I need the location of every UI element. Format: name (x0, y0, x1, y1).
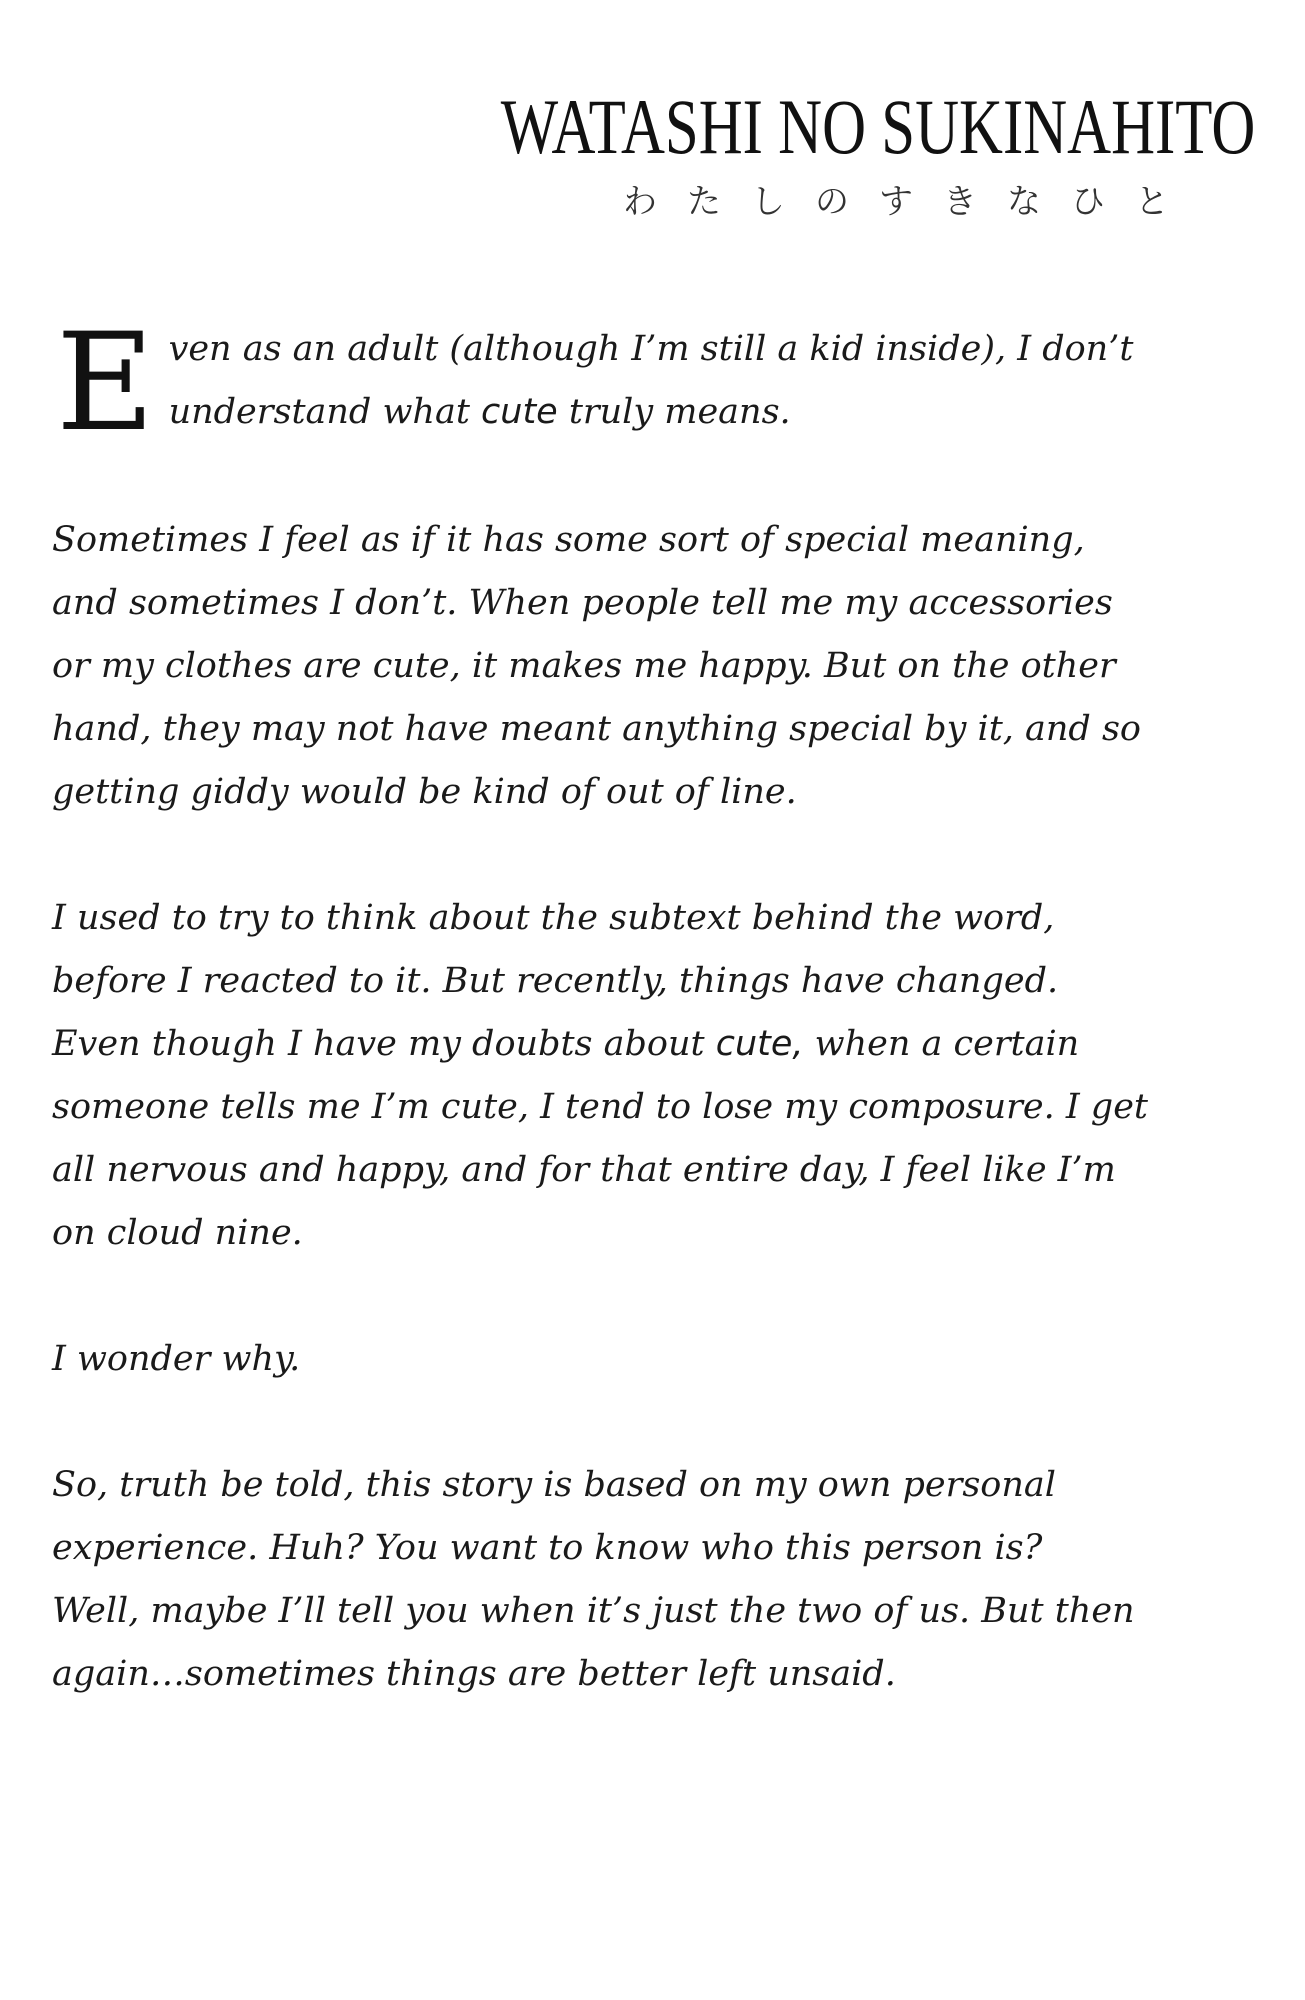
paragraph-1-line-2 (52, 381, 1262, 444)
paragraph-2-line: or my clothes are cute, it makes me happy. But on the other (52, 646, 1116, 686)
paragraph-1-line-1: ven as an adult (although I’m still a kid inside), I don’t (168, 329, 1134, 369)
paragraph-3-line-6: on cloud nine. (52, 1213, 303, 1253)
drop-cap: E (56, 304, 155, 461)
paragraph-3-line-3-pre: Even though I have my doubts about (52, 1024, 716, 1064)
paragraph-4-line: I wonder why. (52, 1339, 301, 1379)
paragraph-5-line: Well, maybe I’ll tell you when it’s just the two of us. But then (52, 1591, 1135, 1631)
paragraph-3-line-2: before I reacted to it. But recently, things have changed. (52, 961, 1059, 1001)
paragraph-1-line-2-pre: understand what (168, 392, 482, 432)
paragraph-5-line: experience. Huh? You want to know who this person is? (52, 1528, 1043, 1568)
title-block (288, 83, 1255, 223)
paragraph-2-line: hand, they may not have meant anything special by it, and so (52, 709, 1141, 749)
paragraph-2-line: Sometimes I feel as if it has some sort of special meaning, (52, 520, 1085, 560)
page-title: WATASHI NO SUKINAHITO (500, 83, 1255, 170)
emphasis-cute: cute, (715, 1024, 804, 1064)
paragraph-1-line-2-post: truly means. (557, 392, 791, 432)
paragraph-5-line: again…sometimes things are better left unsaid. (52, 1654, 896, 1694)
paragraph-1 (52, 304, 1262, 461)
paragraph-3 (52, 887, 1262, 1265)
paragraph-3-line-4: someone tells me I’m cute, I tend to lose my composure. I get (52, 1087, 1148, 1127)
paragraph-4 (52, 1328, 1262, 1391)
paragraph-2 (52, 509, 1262, 824)
paragraph-3-line-5: all nervous and happy, and for that entire day, I feel like I’m (52, 1150, 1116, 1190)
paragraph-5 (52, 1454, 1262, 1706)
paragraph-2-line: and sometimes I don’t. When people tell me my accessories (52, 583, 1113, 623)
paragraph-5-line: So, truth be told, this story is based on my own personal (52, 1465, 1056, 1505)
emphasis-cute: cute (481, 392, 558, 432)
paragraph-2-line: getting giddy would be kind of out of line. (52, 772, 797, 812)
paragraph-3-line-3-post: when a certain (803, 1024, 1080, 1064)
paragraph-3-line-3 (52, 1013, 1262, 1076)
essay-body (52, 304, 1262, 1769)
page-subtitle-hiragana: わたしのすきなひと (623, 182, 1199, 222)
paragraph-3-line-1: I used to try to think about the subtext behind the word, (52, 898, 1055, 938)
